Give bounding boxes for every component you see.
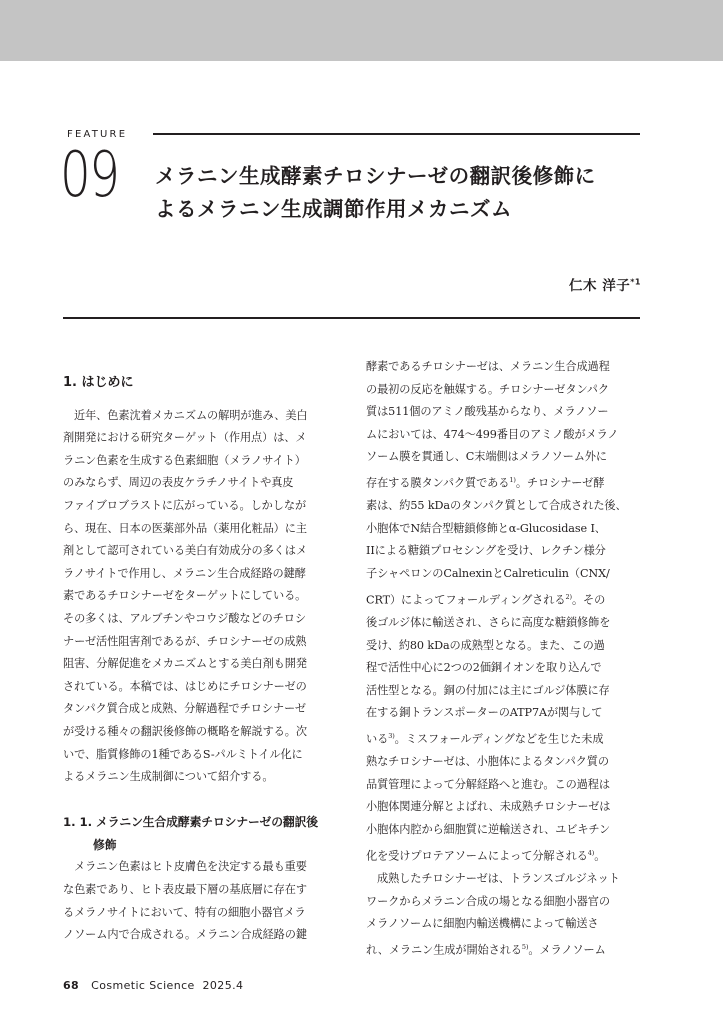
body-line: その多くは、アルブチンやコウジ酸などのチロシ (63, 611, 306, 625)
body-line: ムにおいては、474～499番目のアミノ酸がメラノ (366, 427, 619, 441)
body-line: 熟なチロシナーゼは、小胞体によるタンパク質の (366, 755, 609, 769)
body-line: の最初の反応を触媒する。チロシナーゼタンパク (366, 382, 609, 396)
section-heading-1-1 (63, 811, 340, 856)
line-text: れ、メラニン生成が開始される (366, 943, 522, 957)
body-line: ナーゼ活性阻害剤であるが、チロシナーゼの成熟 (63, 634, 307, 648)
body-line (366, 842, 643, 868)
reference-mark: 5) (521, 942, 529, 951)
body-line: いで、脂質修飾の1種であるS-パルミトイル化に (63, 747, 303, 761)
body-line: タンパク質合成と成熟、分解過程でチロシナーゼ (63, 702, 306, 716)
left-column (63, 360, 340, 947)
section-1-1-body (63, 856, 340, 946)
body-line: 子シャペロンのCalnexinとCalreticulin（CNX/ (366, 567, 610, 581)
body-line: ラノサイトで作用し、メラニン生合成経路の鍵酵 (63, 566, 306, 580)
section-gap (63, 789, 340, 812)
body-line: 質は511個のアミノ酸残基からなり、メラノソー (366, 405, 609, 419)
body-line (366, 469, 643, 495)
body-line: メラニン色素はヒト皮膚色を決定する最も重要 (74, 860, 307, 874)
journal-name: Cosmetic Science (91, 979, 195, 992)
author-name: 仁木 洋子 (569, 278, 631, 294)
feature-rule (153, 133, 640, 135)
author (569, 274, 641, 294)
body-line: 剤として認可されている美白有効成分の多くはメ (63, 544, 307, 558)
body-line: 小胞体でN結合型糖鎖修飾とα-Glucosidase I、 (366, 521, 606, 535)
body-line: よるメラニン生成制御について紹介する。 (63, 770, 274, 784)
title-line-1: メラニン生成酵素チロシナーゼの翻訳後修飾に (155, 164, 596, 188)
body-line: メラノソームに細胞内輸送機構によって輸送さ (366, 917, 599, 931)
body-line: 小胞体関連分解とよばれ、未成熟チロシナーゼは (366, 800, 611, 814)
body-line: 在する銅トランスポーターのATP7Aが関与して (366, 706, 603, 720)
body-line: な色素であり、ヒト表皮最下層の基底層に存在す (63, 883, 307, 897)
body-line: 受け、約80 kDaの成熟型となる。また、この過 (366, 638, 605, 652)
body-line (366, 586, 643, 612)
page-footer (63, 979, 243, 992)
body-line: 成熟したチロシナーゼは、トランスゴルジネット (377, 872, 620, 885)
body-line: 近年、色素沈着メカニズムの解明が進み、美白 (74, 408, 308, 422)
line-text: 。 (594, 849, 606, 863)
body-line (366, 936, 643, 962)
author-mark: *1 (630, 277, 641, 287)
line-text: いる (366, 732, 389, 746)
journal-issue: 2025.4 (202, 979, 244, 992)
body-line (366, 725, 643, 751)
line-text: 化を受けプロテアソームによって分解される (366, 849, 588, 863)
body-line: ワークからメラニン合成の場となる細胞小器官の (366, 894, 610, 908)
feature-number: 09 (60, 138, 119, 211)
header-rule (63, 317, 640, 319)
line-text: 。その (571, 593, 606, 607)
body-line: 素であるチロシナーゼをターゲットにしている。 (63, 589, 307, 603)
body-line: IIによる糖鎖プロセシングを受け、レクチン様分 (366, 544, 606, 558)
body-line: 品質管理によって分解経路へと進む。この過程は (366, 777, 610, 791)
body-line: ファイブロブラストに広がっている。しかしなが (63, 498, 307, 512)
body-line: 酵素であるチロシナーゼは、メラニン生合成過程 (366, 360, 610, 373)
line-text: 。メラノソーム (528, 943, 606, 957)
title-line-2: よるメラニン生成調節作用メカニズム (155, 197, 512, 221)
right-column (366, 356, 643, 962)
body-line: ソーム膜を貫通し、C末端側はメラノソーム外に (366, 450, 607, 464)
body-line: 阻害、分解促進をメカニズムとする美白剤も開発 (63, 657, 307, 671)
body-line: ラニン色素を生成する色素細胞（メラノサイト） (63, 453, 306, 467)
subheading-line-1: 1. 1. メラニン生合成酵素チロシナーゼの翻訳後 (63, 815, 318, 830)
body-line: が受ける種々の翻訳後修飾の概略を解説する。次 (63, 724, 307, 738)
body-line: 小胞体内腔から細胞質に逆輸送され、ユビキチン (366, 823, 611, 837)
reference-mark: 2) (565, 592, 572, 601)
body-line: 活性型となる。銅の付加には主にゴルジ体膜に存 (366, 683, 610, 697)
subheading-line-2: 修飾 (93, 837, 117, 852)
section-1-body (63, 405, 340, 789)
section-heading-1: 1. はじめに (63, 375, 134, 390)
line-text: CRT）によってフォールディングされる (366, 593, 566, 607)
line-text: 。ミスフォールディングなどを生じた未成 (394, 732, 604, 746)
body-line: ノソーム内で合成される。メラニン合成経路の鍵 (63, 928, 307, 942)
top-banner (0, 0, 723, 61)
body-line: 剤開発における研究ターゲット（作用点）は、メ (63, 431, 307, 445)
article-title (155, 160, 655, 226)
line-text: 存在する膜タンパク質である (366, 476, 510, 490)
body-line: 後ゴルジ体に輸送され、さらに高度な糖鎖修飾を (366, 616, 611, 629)
line-text: 。チロシナーゼ酵 (515, 476, 605, 490)
body-line: るメラノサイトにおいて、特有の細胞小器官メラ (63, 905, 306, 919)
body-line: ら、現在、日本の医薬部外品（薬用化粧品）に主 (63, 521, 307, 535)
body-line: されている。本稿では、はじめにチロシナーゼの (63, 679, 307, 693)
body-line: 程で活性中心に2つの2価銅イオンを取り込んで (366, 661, 602, 675)
reference-mark: 3) (388, 731, 395, 740)
page-number: 68 (63, 979, 80, 992)
body-line: のみならず、周辺の表皮ケラチノサイトや真皮 (63, 476, 294, 490)
reference-mark: 4) (587, 848, 595, 857)
feature-label: FEATURE (67, 129, 128, 140)
reference-mark: 1) (509, 475, 516, 484)
body-line: 素は、約55 kDaのタンパク質として合成された後、 (366, 499, 627, 513)
